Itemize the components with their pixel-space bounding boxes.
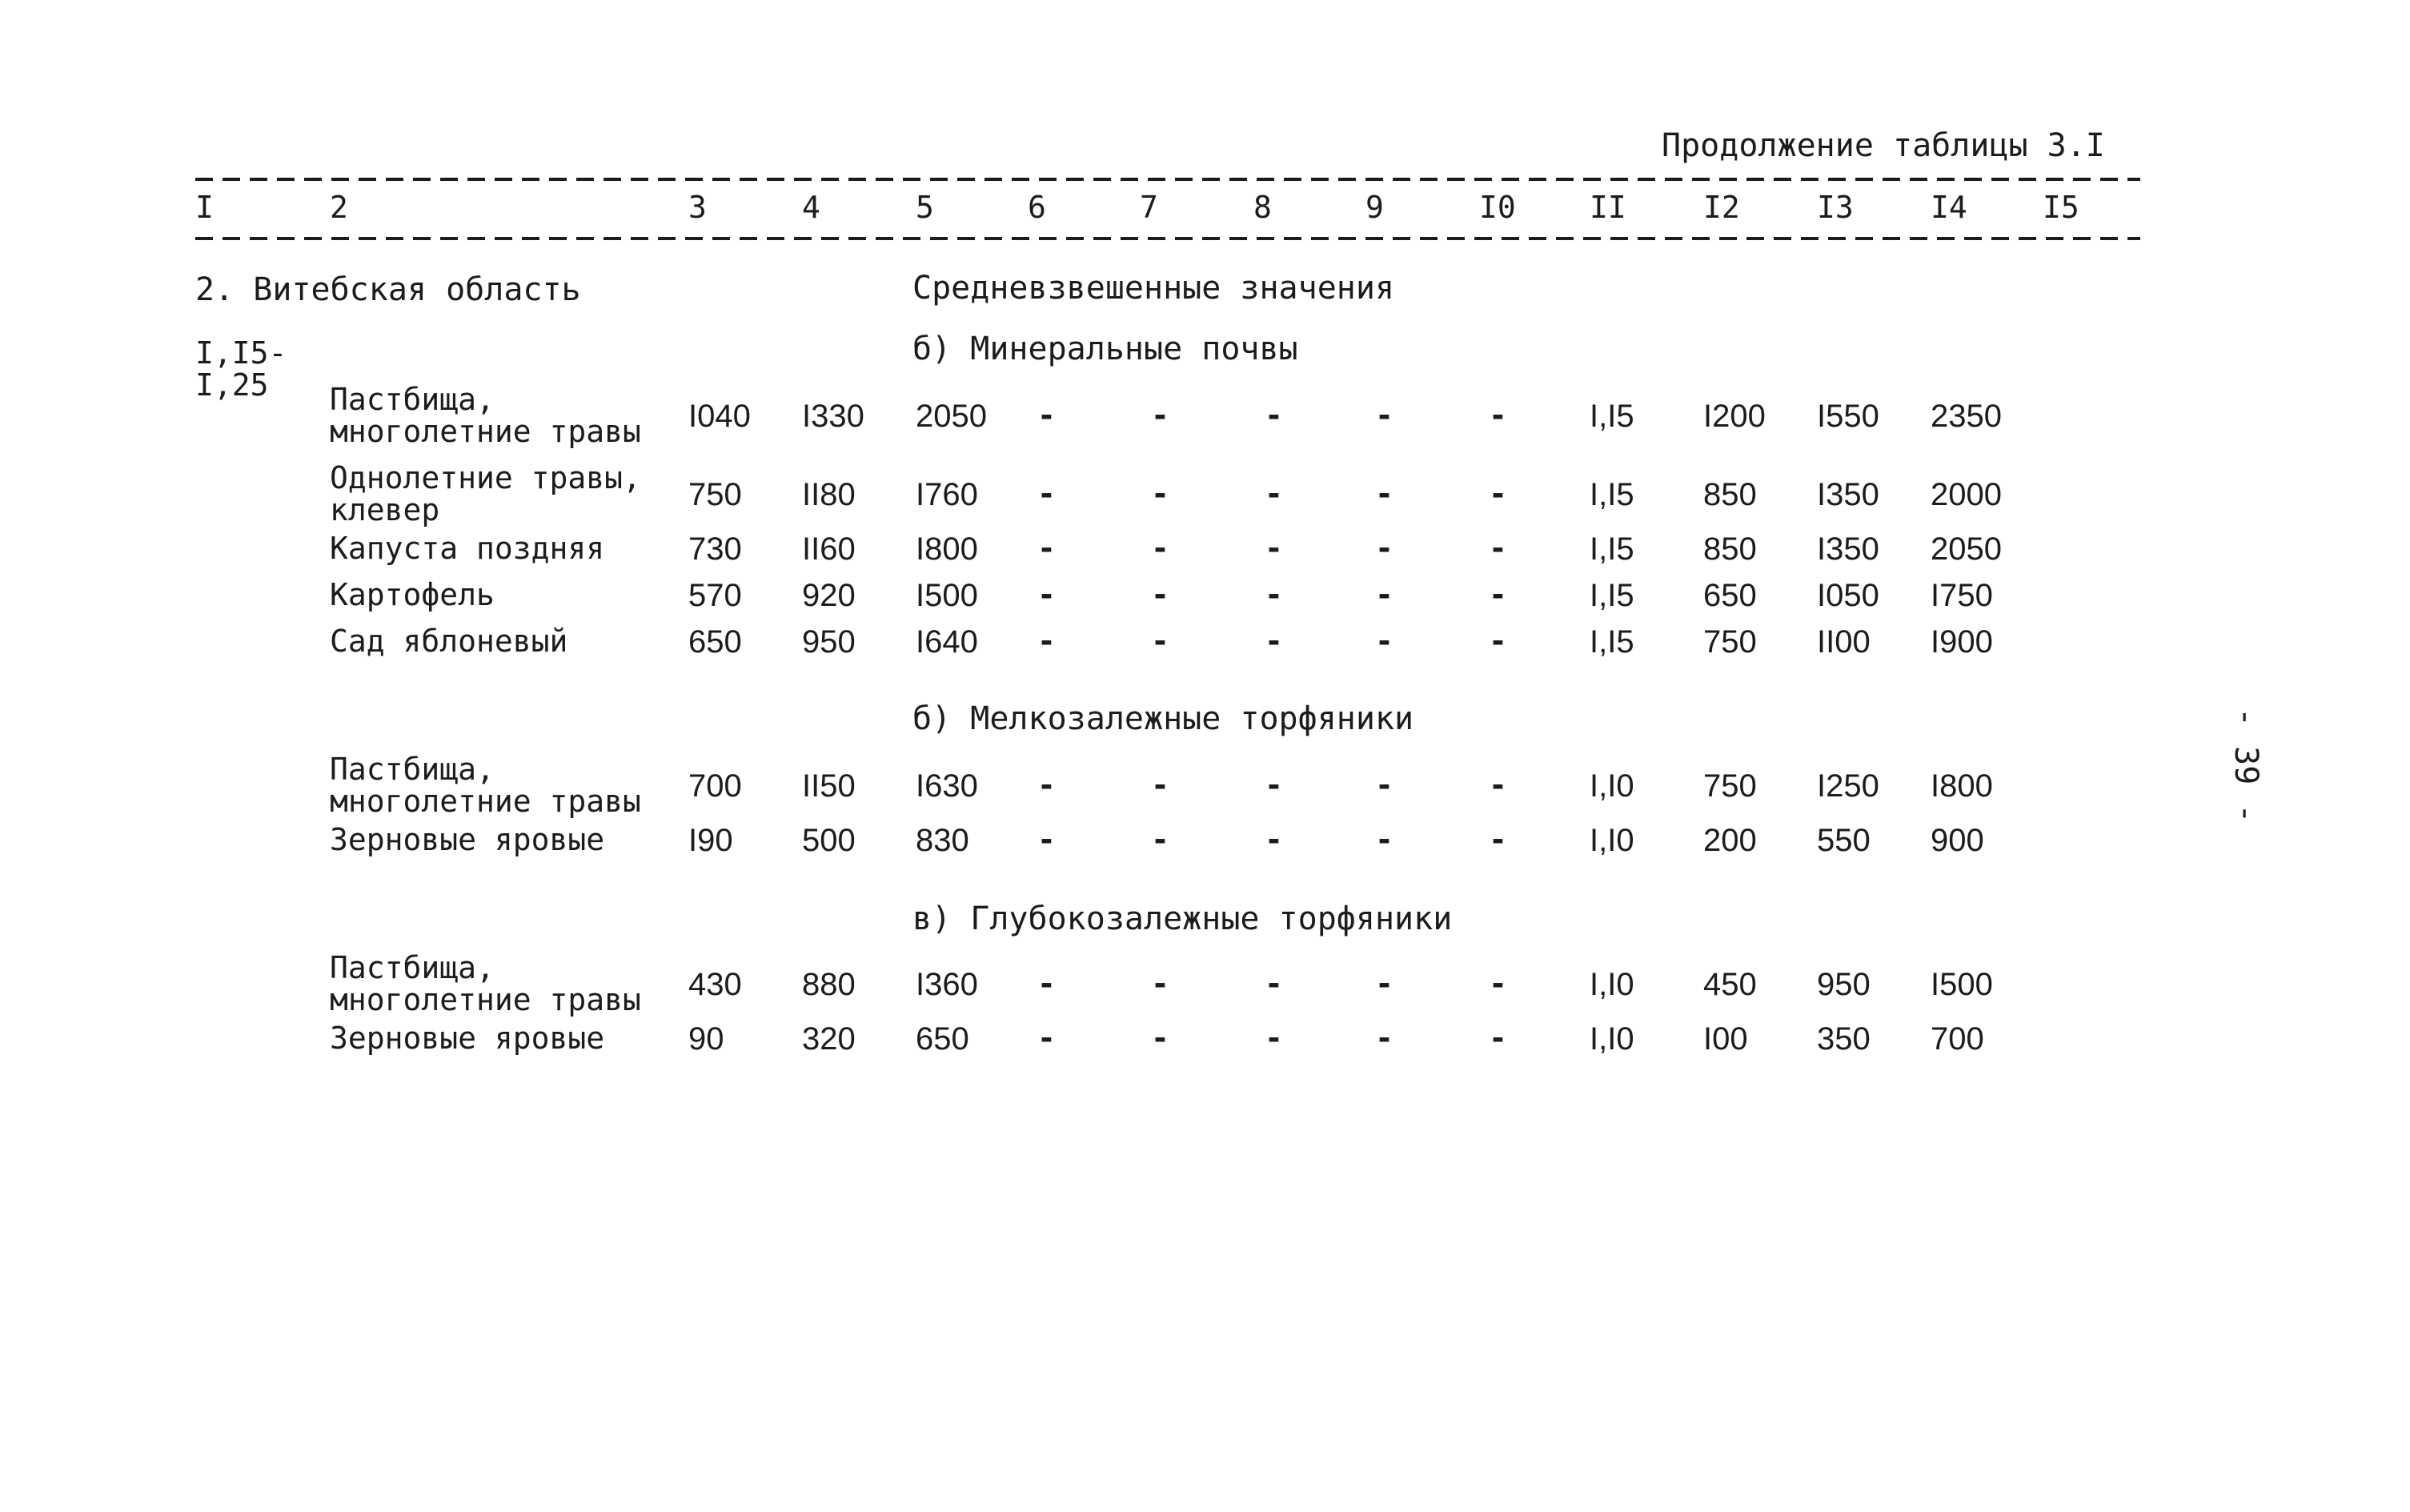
cell-c3: 750 [688, 477, 742, 512]
cell-c4: 500 [802, 823, 856, 858]
column-number-15: I5 [2043, 190, 2079, 225]
cell-c5: I630 [916, 768, 978, 804]
cell-c9: - [1375, 624, 1393, 659]
cell-c7: - [1151, 624, 1169, 659]
cell-c3: 430 [688, 967, 742, 1002]
column-number-5: 5 [916, 190, 934, 225]
cell-c10: - [1489, 476, 1507, 511]
cell-c10: - [1489, 577, 1507, 612]
cell-c10: - [1489, 531, 1507, 566]
cell-c12: 850 [1703, 531, 1757, 567]
cell-c14: 2050 [1931, 531, 2002, 567]
depth-label: I,I5- I,25 [195, 335, 287, 403]
cell-c7: - [1151, 822, 1169, 857]
cell-c7: - [1151, 966, 1169, 1001]
column-number-7: 7 [1140, 190, 1158, 225]
cell-c13: 350 [1817, 1021, 1871, 1057]
cell-c3: I90 [688, 823, 733, 858]
cell-c4: 920 [802, 578, 856, 613]
column-number-13: I3 [1817, 190, 1854, 225]
crop-name: Картофель [330, 577, 495, 612]
cell-c4: 320 [802, 1021, 856, 1057]
cell-c6: - [1037, 398, 1056, 433]
crop-name: Зерновые яровые [330, 822, 605, 857]
cell-c6: - [1037, 1021, 1056, 1056]
cell-c11: I,I5 [1590, 477, 1634, 512]
cell-c13: I250 [1817, 768, 1879, 804]
cell-c14: I800 [1931, 768, 1993, 804]
cell-c6: - [1037, 577, 1056, 612]
cell-c11: I,I0 [1590, 967, 1634, 1002]
cell-c8: - [1265, 398, 1283, 433]
cell-c6: - [1037, 531, 1056, 566]
crop-name: Сад яблоневый [330, 624, 568, 659]
cell-c9: - [1375, 768, 1393, 803]
cell-c10: - [1489, 398, 1507, 433]
cell-c11: I,I5 [1590, 399, 1634, 434]
column-number-2: 2 [330, 190, 348, 225]
cell-c5: I500 [916, 578, 978, 613]
section-title: в) Глубокозалежные торфяники [912, 900, 1453, 937]
cell-c8: - [1265, 822, 1283, 857]
cell-c13: II00 [1817, 624, 1871, 660]
cell-c8: - [1265, 577, 1283, 612]
cell-c11: I,I0 [1590, 768, 1634, 804]
cell-c6: - [1037, 966, 1056, 1001]
cell-c12: 750 [1703, 624, 1757, 660]
cell-c3: 730 [688, 531, 742, 567]
cell-c14: 2350 [1931, 399, 2002, 434]
header-top-rule [195, 178, 2140, 181]
cell-c14: I750 [1931, 578, 1993, 613]
cell-c4: I330 [802, 399, 864, 434]
cell-c11: I,I5 [1590, 531, 1634, 567]
cell-c3: 90 [688, 1021, 724, 1057]
table-continuation-title: Продолжение таблицы 3.I [1662, 127, 2105, 164]
cell-c9: - [1375, 577, 1393, 612]
cell-c4: 880 [802, 967, 856, 1002]
cell-c9: - [1375, 966, 1393, 1001]
cell-c10: - [1489, 768, 1507, 803]
cell-c3: I040 [688, 399, 751, 434]
cell-c8: - [1265, 966, 1283, 1001]
column-number-10: I0 [1479, 190, 1516, 225]
crop-name: Зерновые яровые [330, 1021, 605, 1056]
column-number-11: II [1590, 190, 1626, 225]
cell-c8: - [1265, 624, 1283, 659]
column-number-8: 8 [1253, 190, 1272, 225]
cell-c5: I800 [916, 531, 978, 567]
column-number-14: I4 [1931, 190, 1967, 225]
cell-c13: 550 [1817, 823, 1871, 858]
page-number: - 39 - [2228, 708, 2264, 824]
cell-c14: I500 [1931, 967, 1993, 1002]
cell-c11: I,I5 [1590, 624, 1634, 660]
column-number-4: 4 [802, 190, 820, 225]
cell-c14: 900 [1931, 823, 1984, 858]
cell-c5: I360 [916, 967, 978, 1002]
cell-c7: - [1151, 577, 1169, 612]
crop-name: Пастбища, многолетние травы [330, 752, 641, 819]
cell-c9: - [1375, 531, 1393, 566]
cell-c8: - [1265, 1021, 1283, 1056]
cell-c5: I640 [916, 624, 978, 660]
column-number-6: 6 [1028, 190, 1046, 225]
section-title: б) Минеральные почвы [912, 331, 1298, 367]
cell-c11: I,I0 [1590, 823, 1634, 858]
column-number-3: 3 [688, 190, 707, 225]
cell-c10: - [1489, 966, 1507, 1001]
cell-c4: II80 [802, 477, 856, 512]
region-label: 2. Витебская область [195, 271, 581, 308]
cell-c5: 830 [916, 823, 969, 858]
cell-c3: 650 [688, 624, 742, 660]
cell-c6: - [1037, 822, 1056, 857]
cell-c7: - [1151, 768, 1169, 803]
cell-c13: I350 [1817, 531, 1879, 567]
cell-c10: - [1489, 1021, 1507, 1056]
cell-c6: - [1037, 476, 1056, 511]
crop-name: Пастбища, многолетние травы [330, 382, 641, 449]
cell-c9: - [1375, 822, 1393, 857]
cell-c11: I,I5 [1590, 578, 1634, 613]
cell-c10: - [1489, 822, 1507, 857]
crop-name: Пастбища, многолетние травы [330, 950, 641, 1017]
column-number-12: I2 [1703, 190, 1740, 225]
averaged-values-label: Средневзвешенные значения [912, 270, 1395, 307]
cell-c14: I900 [1931, 624, 1993, 660]
cell-c5: 650 [916, 1021, 969, 1057]
cell-c8: - [1265, 768, 1283, 803]
cell-c4: II50 [802, 768, 856, 804]
cell-c12: 750 [1703, 768, 1757, 804]
crop-name: Однолетние травы, клевер [330, 460, 641, 527]
cell-c6: - [1037, 624, 1056, 659]
cell-c9: - [1375, 476, 1393, 511]
cell-c12: 850 [1703, 477, 1757, 512]
crop-name: Капуста поздняя [330, 531, 605, 566]
cell-c12: I00 [1703, 1021, 1748, 1057]
cell-c7: - [1151, 476, 1169, 511]
cell-c14: 2000 [1931, 477, 2002, 512]
header-bottom-rule [195, 237, 2140, 240]
cell-c11: I,I0 [1590, 1021, 1634, 1057]
cell-c10: - [1489, 624, 1507, 659]
column-number-9: 9 [1365, 190, 1384, 225]
cell-c9: - [1375, 398, 1393, 433]
cell-c5: I760 [916, 477, 978, 512]
cell-c13: I350 [1817, 477, 1879, 512]
cell-c12: 650 [1703, 578, 1757, 613]
cell-c5: 2050 [916, 399, 987, 434]
cell-c13: I550 [1817, 399, 1879, 434]
cell-c8: - [1265, 531, 1283, 566]
cell-c3: 570 [688, 578, 742, 613]
cell-c6: - [1037, 768, 1056, 803]
section-title: б) Мелкозалежные торфяники [912, 700, 1414, 737]
cell-c14: 700 [1931, 1021, 1984, 1057]
cell-c4: II60 [802, 531, 856, 567]
cell-c12: 450 [1703, 967, 1757, 1002]
cell-c12: I200 [1703, 399, 1766, 434]
cell-c12: 200 [1703, 823, 1757, 858]
cell-c7: - [1151, 398, 1169, 433]
cell-c8: - [1265, 476, 1283, 511]
cell-c7: - [1151, 1021, 1169, 1056]
column-number-1: I [195, 190, 214, 225]
cell-c13: I050 [1817, 578, 1879, 613]
cell-c9: - [1375, 1021, 1393, 1056]
cell-c3: 700 [688, 768, 742, 804]
cell-c7: - [1151, 531, 1169, 566]
cell-c13: 950 [1817, 967, 1871, 1002]
cell-c4: 950 [802, 624, 856, 660]
